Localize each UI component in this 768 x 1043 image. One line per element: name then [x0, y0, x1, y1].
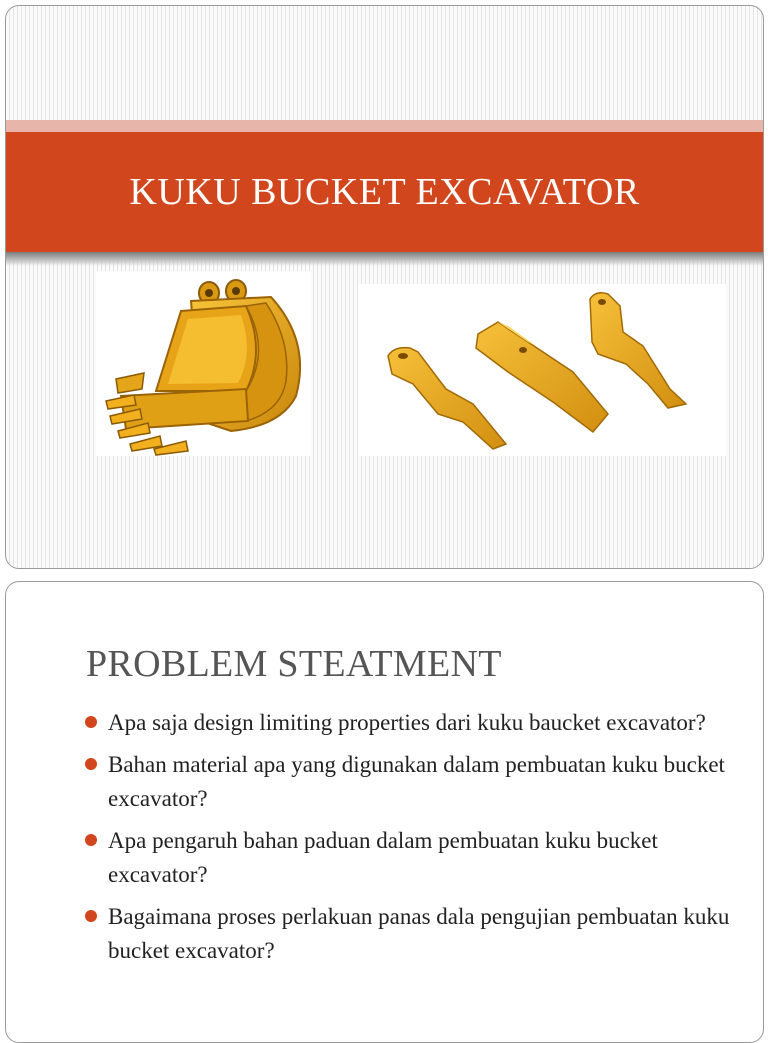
- bullet-dot-icon: [85, 834, 97, 846]
- bullet-item: [83, 706, 733, 740]
- bullet-item: [83, 824, 733, 892]
- bullet-dot-icon: [85, 910, 97, 922]
- title-slide: [5, 5, 764, 569]
- title-shadow: [6, 252, 763, 266]
- bullet-item: [83, 900, 733, 968]
- bullet-dot-icon: [85, 758, 97, 770]
- bullet-text: Apa saja design limiting properties dari kuku baucket excavator?: [108, 710, 706, 735]
- title-band: [6, 132, 763, 252]
- bullet-item: [83, 748, 733, 816]
- problem-slide: [5, 581, 764, 1043]
- bullet-text: Apa pengaruh bahan paduan dalam pembuatan kuku bucket excavator?: [108, 828, 658, 887]
- bullet-text: Bagaimana proses perlakuan panas dala pengujian pembuatan kuku bucket excavator?: [108, 904, 730, 963]
- bucket-teeth-icon: [358, 284, 726, 456]
- bucket-teeth-image: [358, 284, 726, 456]
- bullet-dot-icon: [85, 716, 97, 728]
- title-accent-line: [6, 120, 763, 132]
- excavator-bucket-image: [96, 271, 311, 456]
- excavator-bucket-icon: [96, 271, 311, 456]
- slide-title: KUKU BUCKET EXCAVATOR: [129, 171, 640, 213]
- bullet-text: Bahan material apa yang digunakan dalam pembuatan kuku bucket excavator?: [108, 752, 725, 811]
- slide-heading: PROBLEM STEATMENT: [86, 643, 502, 685]
- bullet-list: [83, 706, 733, 976]
